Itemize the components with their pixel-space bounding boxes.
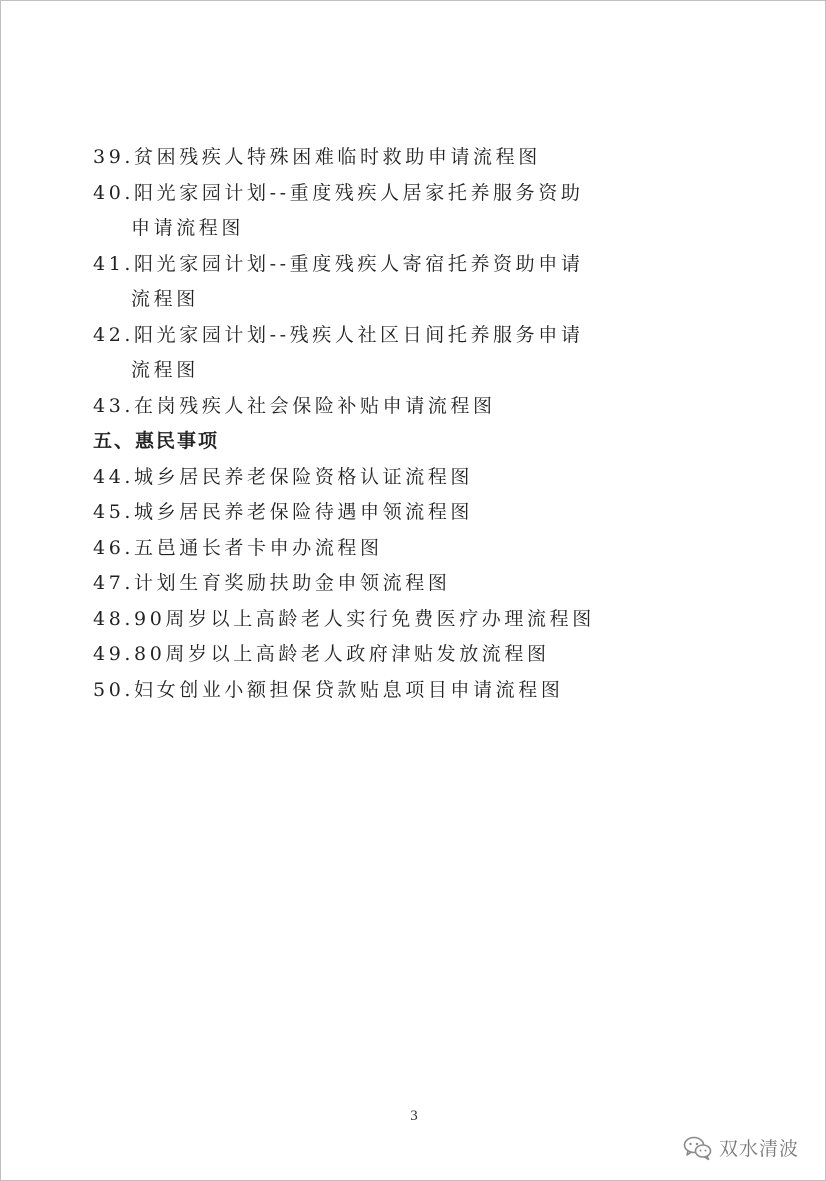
list-item-41-continuation: 流程图 [131,288,199,310]
document-content [93,140,593,708]
list-item-42-continuation: 流程图 [131,359,199,381]
wechat-icon [683,1135,713,1161]
list-item-40: 40.阳光家园计划--重度残疾人居家托养服务资助 [93,181,584,204]
list-item-49: 49.80周岁以上高龄老人政府津贴发放流程图 [93,643,550,665]
list-item-40-continuation: 申请流程图 [131,217,245,239]
page-number: 3 [410,1108,418,1124]
watermark-text: 双水清波 [718,1138,799,1160]
list-item-48: 48.90周岁以上高龄老人实行免费医疗办理流程图 [93,607,595,630]
section-heading: 五、惠民事项 [93,430,220,452]
list-item-41: 41.阳光家园计划--重度残疾人寄宿托养资助申请 [93,252,584,275]
list-item-39: 39.贫困残疾人特殊困难临时救助申请流程图 [93,146,541,168]
list-item-44: 44.城乡居民养老保险资格认证流程图 [93,465,474,488]
list-item-45: 45.城乡居民养老保险待遇申领流程图 [93,501,474,523]
list-item-46: 46.五邑通长者卡申办流程图 [93,536,383,559]
list-item-47: 47.计划生育奖励扶助金申领流程图 [93,572,451,594]
watermark [683,1134,799,1161]
list-item-50: 50.妇女创业小额担保贷款贴息项目申请流程图 [93,678,564,701]
list-item-43: 43.在岗残疾人社会保险补贴申请流程图 [93,394,496,417]
list-item-42: 42.阳光家园计划--残疾人社区日间托养服务申请 [93,323,584,346]
